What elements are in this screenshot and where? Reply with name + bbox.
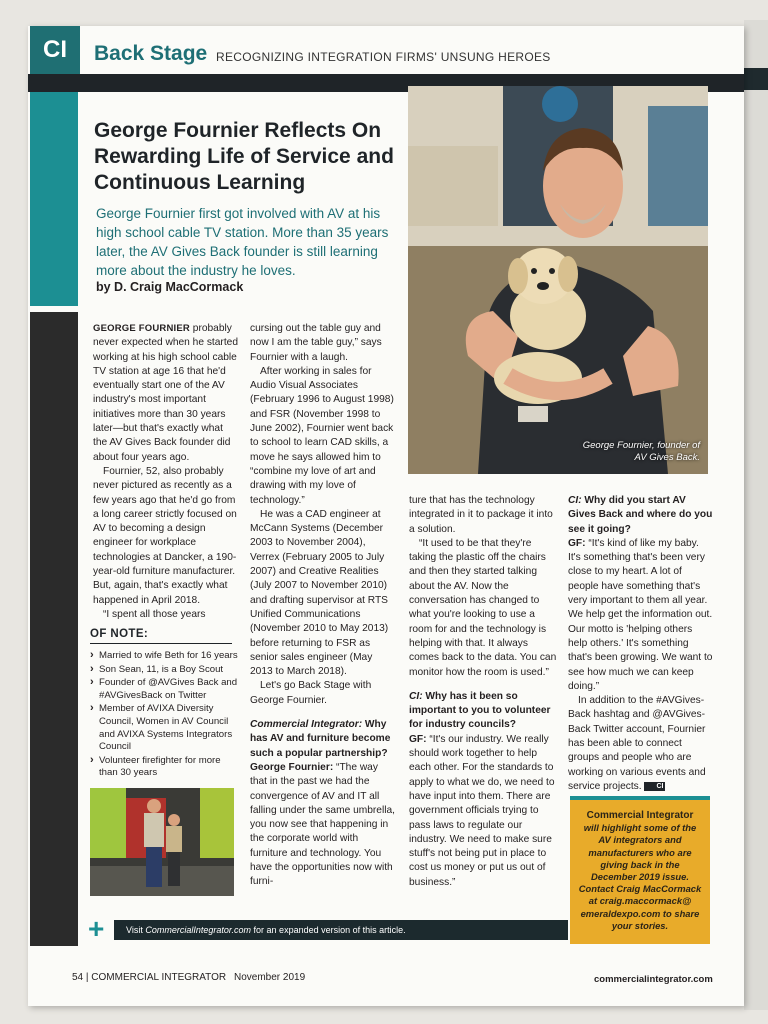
- paragraph: “It used to be that they're taking the plastic off the chairs and then they started talking about the AV. Now the conversation has changed to what you're looking to use a room for and the technology is helping with that. It always comes back to the data. You can monitor how the room is used.”: [409, 537, 557, 678]
- of-note-item: › Member of AVIXA Diversity Council, Women in AV Council and AVIXA Systems Integrators Council: [90, 703, 238, 753]
- answer: [409, 733, 557, 890]
- dark-sidebar: [30, 312, 78, 946]
- family-photo: [90, 788, 234, 896]
- promo-box: [570, 796, 710, 944]
- next-page-strip: [744, 68, 768, 90]
- footer-url[interactable]: commercialintegrator.com: [594, 974, 713, 985]
- visit-suffix: for an expanded version of this article.: [251, 925, 406, 935]
- promo-title: Commercial Integrator: [586, 810, 694, 821]
- body-column-2: [250, 322, 396, 890]
- teal-sidebar: [30, 92, 78, 306]
- paragraph: Let's go Back Stage with George Fournier.: [250, 680, 372, 706]
- paragraph-text: In addition to the #AVGives-Back hashtag and @AVGives-Back Twitter account, Fournier has been able to connect groups and people who are working on various events and service projects.: [568, 695, 706, 792]
- visit-link[interactable]: CommercialIntegrator.com: [145, 925, 252, 935]
- article-byline: by D. Craig MacCormack: [96, 280, 244, 294]
- answer-text: “It's our industry. We really should work together to help each other. For the standards to apply to what we do, we need to have input into them. There are government officials trying to pass laws to regulate our industry. We need to make sure stuff's not being put in place to cost us money or put us out of business.”: [409, 733, 555, 888]
- section-subtitle: RECOGNIZING INTEGRATION FIRMS' UNSUNG HEROES: [216, 50, 551, 64]
- lead-caps: GEORGE FOURNIER: [93, 323, 190, 334]
- body-column-3: [409, 494, 557, 890]
- question: [568, 494, 714, 537]
- question-label: CI:: [568, 495, 582, 506]
- footer-date: November 2019: [234, 972, 306, 983]
- family-photo-illustration: [90, 788, 234, 896]
- hero-photo-illustration: [408, 86, 708, 474]
- promo-text: will highlight some of the AV integrators and manufacturers who are giving back in the December 2019 issue. Contact Craig MacCormack at craig.maccormack@ emeraldexpo.com to share your stories.: [578, 822, 702, 931]
- body-column-4: [568, 494, 714, 794]
- of-note-item: › Son Sean, 11, is a Boy Scout: [90, 664, 238, 677]
- answer-label: GF:: [568, 537, 586, 549]
- article-deck: George Fournier first got involved with AV at his high school cable TV station. More than 35 years later, the AV Gives Back founder is still learning more about the industry he loves.: [96, 206, 389, 278]
- question-text: Why did you start AV Gives Back and where do you see it going?: [568, 495, 713, 535]
- question-label: CI:: [409, 690, 423, 702]
- visit-banner[interactable]: [114, 920, 568, 940]
- paragraph: He was a CAD engineer at McCann Systems (December 2003 to November 2004), Verrex (February 2005 to July 2007) and Creative Realities (July 2007 to November 2010) and drafting supervisor at RTS Unified Communications (November 2010 to May 2013) before returning to FSR as senior sales engineer (May 2013 to March 2018).: [250, 508, 389, 678]
- ci-logo: CI: [30, 26, 80, 74]
- answer-text: “It's kind of like my baby. It's something that's been very close to my heart. A lot of people have something that's very important to them all year. We help get the information out. Our motto is 'helping others help others.' It's something that's been growing. We want to see how much we can keep doing.”: [568, 537, 713, 692]
- of-note-item: › Married to wife Beth for 16 years: [90, 650, 238, 663]
- visit-prefix: Visit: [126, 925, 146, 935]
- question-label: Commercial Integrator:: [250, 719, 363, 731]
- answer-label: GF:: [409, 733, 427, 745]
- question-text: Why has it been so important to you to volunteer for industry councils?: [409, 690, 551, 731]
- of-note-item: › Founder of @AVGives Back and #AVGivesBack on Twitter: [90, 677, 238, 702]
- paragraph: cursing out the table guy and now I am the table guy,” says Fournier with a laugh.: [250, 323, 382, 363]
- question: [409, 690, 557, 733]
- paragraph: Fournier, 52, also probably never pictured as recently as a few years ago that he'd go from a long career strictly focused on AV to becoming a design engineer for workplace technologies at Dancker, a 190-year-old furniture manufacturer. But, again, that's exactly what happened in April 2018.: [93, 465, 237, 606]
- plus-icon: +: [88, 913, 105, 944]
- paragraph: [568, 694, 714, 794]
- answer-label: George Fournier:: [250, 761, 334, 773]
- of-note-rule: [90, 643, 232, 644]
- magazine-page: [28, 26, 744, 1006]
- paragraph: [93, 322, 239, 465]
- footer-page: 54 | COMMERCIAL INTEGRATOR: [72, 972, 227, 983]
- answer-text: “The way that in the past we had the convergence of AV and IT all falling under the same umbrella, you now see that happening in the corporate world with furniture and technology. You have the opportunities now with furni-: [250, 761, 395, 888]
- end-mark: CI: [644, 782, 665, 791]
- section-title: Back Stage: [94, 42, 208, 65]
- hero-photo: [408, 86, 708, 474]
- next-page-edge: [744, 20, 768, 1010]
- answer: [250, 761, 396, 890]
- answer: [568, 537, 714, 694]
- of-note-item: › Volunteer firefighter for more than 30 years: [90, 755, 238, 780]
- paragraph: ture that has the technology integrated in it to package it into a solution.: [409, 495, 553, 535]
- of-note-list: [90, 650, 238, 781]
- question-text: Why has AV and furniture become such a popular partnership?: [250, 719, 391, 759]
- article-headline: George Fournier Reflects On Rewarding Life of Service and Continuous Learning: [94, 119, 394, 194]
- question: [250, 718, 396, 761]
- photo-caption: George Fournier, founder of AV Gives Back.: [582, 440, 700, 463]
- paragraph: “I spent all those years: [103, 608, 206, 620]
- of-note-title: OF NOTE:: [90, 628, 149, 640]
- paragraph-text: probably never expected when he started working at his high school cable TV station at age 16 that he'd eventually start one of the AV industry's most important initiatives more than 30 years later—but that's exactly what the AV Gives Back founder did about four years ago.: [93, 323, 238, 463]
- paragraph: After working in sales for Audio Visual Associates (February 1996 to August 1998) and FSR (November 1998 to June 2002), Fournier went back to school to learn CAD skills, a move he says allowed him to “combine my love of art and drawing with my love of technology.”: [250, 365, 394, 506]
- body-column-1: [93, 322, 239, 622]
